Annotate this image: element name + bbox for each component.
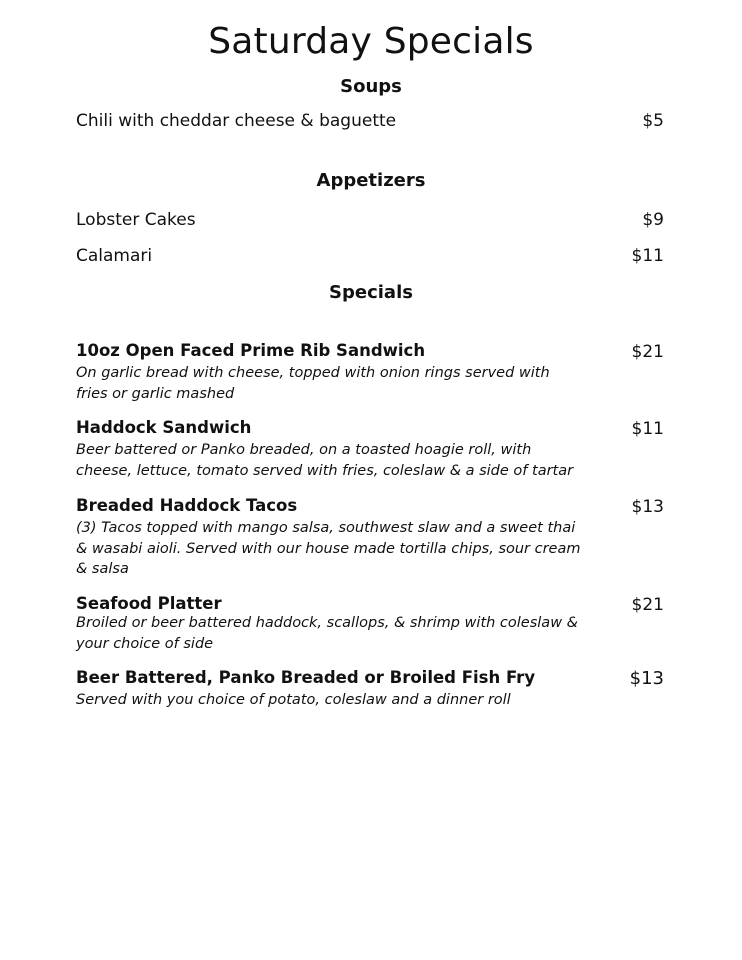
special-item-name: Breaded Haddock Tacos [76,496,298,515]
section-heading-specials: Specials [329,282,413,303]
menu-item-price: $5 [642,111,664,131]
special-item-price: $21 [631,342,664,362]
special-item-seafood-platter [76,593,664,654]
special-item-description: Beer battered or Panko breaded, on a toasted hoagie roll, with cheese, lettuce, tomato served with fries, coleslaw & a side of tartar [76,442,574,479]
menu-item-calamari [76,244,664,268]
menu-item-name: Lobster Cakes [76,210,196,230]
special-item-name: Beer Battered, Panko Breaded or Broiled Fish Fry [76,668,536,687]
special-item-fish-fry [76,667,664,711]
page-title: Saturday Specials [208,21,534,62]
section-heading-soups: Soups [340,76,402,97]
special-item-prime-rib [76,340,664,404]
special-item-price: $13 [631,497,664,517]
special-item-description: On garlic bread with cheese, topped with onion rings served with fries or garlic mashed [76,365,550,402]
section-heading-appetizers: Appetizers [316,170,426,191]
special-item-description: Served with you choice of potato, coleslaw and a dinner roll [76,692,511,708]
special-item-price: $21 [631,595,664,615]
special-item-haddock-tacos [76,495,664,580]
special-item-description: Broiled or beer battered haddock, scallops, & shrimp with coleslaw & your choice of side [76,615,578,652]
menu-item-price: $11 [631,246,664,266]
special-item-price: $11 [631,419,664,439]
menu-item-chili [76,109,664,133]
menu-item-price: $9 [642,210,664,230]
special-item-haddock-sandwich [76,417,664,481]
menu-item-name: Calamari [76,246,153,266]
special-item-name: Seafood Platter [76,594,222,613]
special-item-name: 10oz Open Faced Prime Rib Sandwich [76,341,426,360]
special-item-description: (3) Tacos topped with mango salsa, southwest slaw and a sweet thai & wasabi aioli. Served with our house made tortilla chips, sour cream & salsa [76,520,581,577]
menu-item-lobster-cakes [76,208,664,232]
menu-item-name: Chili with cheddar cheese & baguette [76,111,397,131]
special-item-price: $13 [629,668,664,689]
special-item-name: Haddock Sandwich [76,418,252,437]
